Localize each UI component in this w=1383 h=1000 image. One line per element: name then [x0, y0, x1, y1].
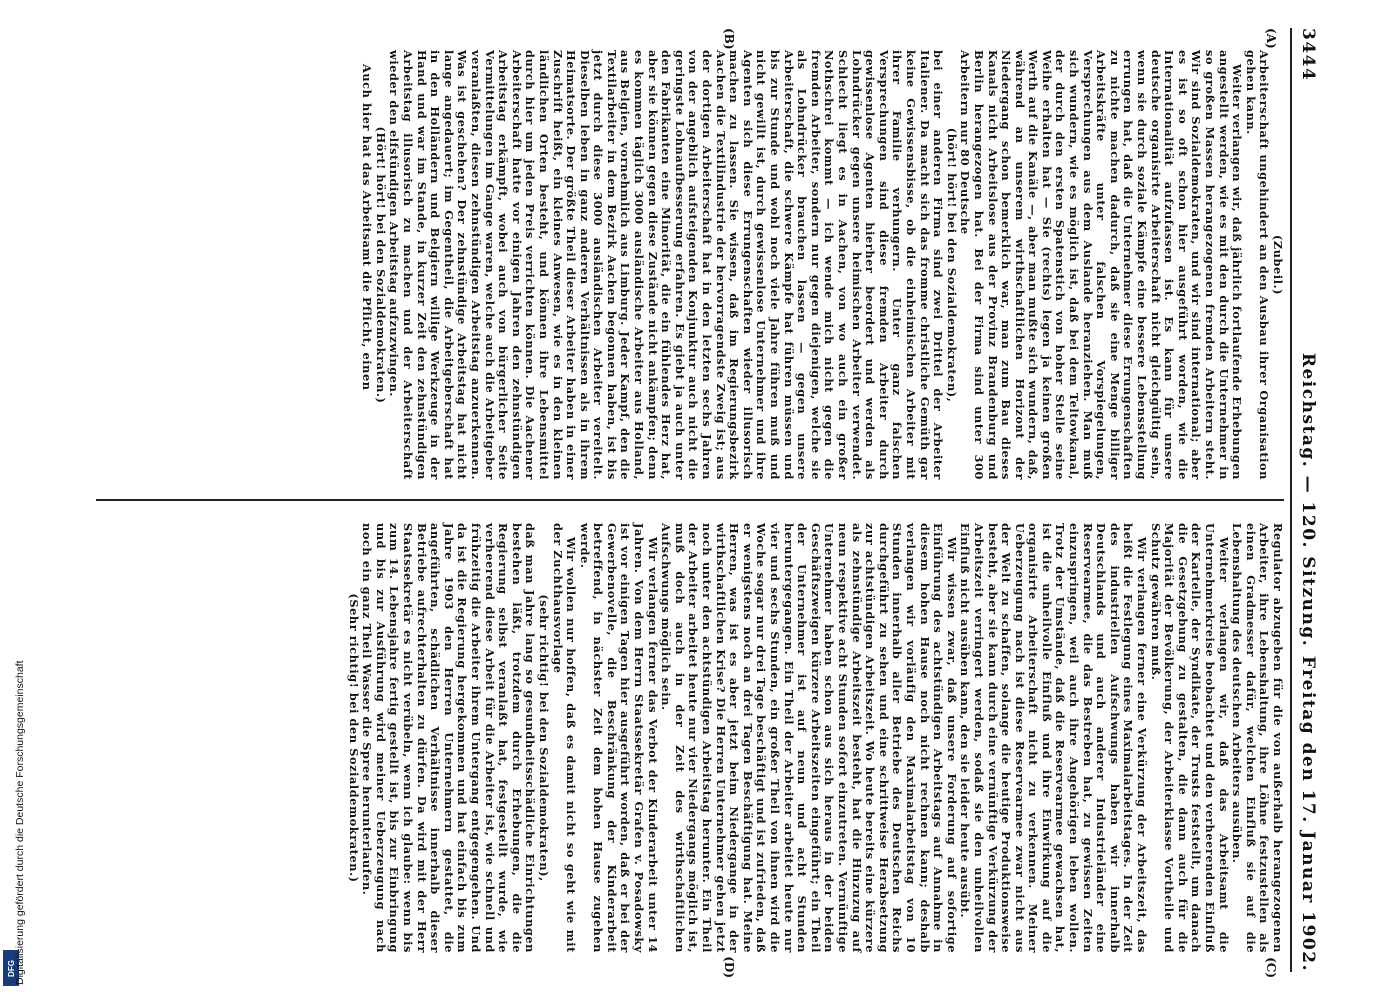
paragraph: bei einer anderen Firma sind zwei Drittel der Arbeiter Italiener. Da macht sich das fromme christliche Gemüth gar keine Gewissensbisse, ob die einheimischen Arbeiter mit ihrer Familie verhungern. Unter ganz falschen Versprechungen sind diese fremden Arbeiter durch gewissenlose Agenten hierher beordert und werden als Lohndrücker gegen unsere heimischen Arbeiter verwendet. Schlecht liegt es in Aachen, von wo auch ein großer Nothschrei kommt — ich wende mich nicht gegen die fremden Arbeiter, sondern nur gegen diejenigen, welche sie als Lohndrücker brauchen lassen — gegen unsere Arbeiterschaft, die schwere Kämpfe hat führen müssen und bis zur Stunde und wohl noch viele Jahre führen muß und nicht gewillt ist, durch gewissenlose Unternehmer und ihre Agenten sich diese Errungenschaften wieder illusorisch machen zu lassen. Sie wissen, daß im Regierungsbezirk Aachen die Textilindustrie der hervorragendste Zweig ist; aus der dortigen Arbeiterschaft hat in den letzten sechs Jahren von der angeblich aufsteigenden Konjunktur auch nicht die geringste Lohnaufbesserung erfahren. Es giebt ja auch unter den Fabrikanten eine Minorität, die ein fühlendes Herz hat, aber sie können gegen diese Zustände nicht ankämpfen; denn es kommen täglich 3000 ausländische Arbeiter aus Holland, aus Belgien, vornehmlich aus Limburg. Jeder Kampf, den die Textilarbeiter in dem Bezirk Aachen begonnen haben, ist bis jetzt durch diese 3000 ausländischen Arbeiter vereitelt. Dieselben leben in ganz anderen Verhältnissen als in ihrem Heimatsorte. Der größte Theil dieser Arbeiter haben in einer Zuschrift heißt, ein kleines Anwesen, wie es in den kleinen ländlichen Orten besteht, und können ihre Lebensmittel durch hier um jeden Preis verrichten können. Die Aachener Arbeiterschaft hatte vor einigen Jahren den zehnstündigen Arbeitstag erkämpft, wobei auch von bürgerlicher Seite Vermittelungen im Gange waren, welche auch die Arbeitgeber veranlaßten, diesen zehnstündigen Arbeitstag anzuerkennen. Was ist geschehen? Der zehnstündige Arbeitstag hat nicht lange angedauert; im Gegentheil, die Arbeitgeberschaft hat in den Holländern und Belgiern willige Werkzeuge in der Hand und war im Stande, in kurzer Zeit den zehnstündigen Arbeitstag illusorisch zu machen und der Arbeiterschaft wieder den elfstündigen Arbeitstag aufzuzwingen. [387, 50, 946, 480]
paragraph: Wir wollen nur hoffen, daß es damit nicht so geht wie mit der Zuchthausvorlage [550, 523, 579, 953]
interjection: (hört! hört! bei den Sozialdemokraten), [944, 127, 959, 403]
margin-marker-b: (B) [722, 28, 736, 50]
paragraph: Wir wissen zwar, daß unsere Forderung auf sofortige Einführung des achtstündigen Arbeitstags auf Annahme in diesem hohen Hause noch nicht rechnen kann; deshalb verlangen wir vorläufig den Maximalarbeitstag von 10 Stunden innerhalb aller Betriebe des Deutschen Reichs durchgeführt zu sehen und eine schrittweise Herabsetzung zur achtstündigen Arbeitszeit. Wo heute bereits eine kürzere als zehnstündige Arbeitszeit besteht, hat die Hinzuzug auf neun respektive acht Stunden sofort einzutreten. Vernünftige Unternehmer haben schon aus sich heraus in der beiden Geschäftszweigen kürzere Arbeitszeiten eingeführt; ein Theil der Unternehmer ist auf neun und acht Stunden heruntergegangen. Ein Theil der Arbeiter arbeitet heute nur vier und sechs Stunden, ein großer Theil von ihnen wird die Woche sogar nur drei Tage beschäftigt und ist zufrieden, daß er wenigstens noch an drei Tagen Beschäftigung hat. Meine Herren, was ist es aber jetzt beim Niedergange in der wirthschaftlichen Krise? Die Herren Unternehmer gehen jetzt noch unter den achtstündigen Arbeitstag herunter. Ein Theil der Arbeiter arbeitet heute nur vier Niedergangs möglich ist, muß doch auch in der Zeit des wirthschaftlichen Aufschwungs möglich sein. [659, 523, 959, 953]
column-divider [96, 499, 1284, 501]
page-number: 3444 [1298, 28, 1318, 82]
paragraph: Regulator abzugeben für die von außerhalb herangezogenen Arbeiter, ihre Lebenshaltung, ihre Löhne festzustellen als einen Gradmesser dafür, welchen Einfluß sie auf die Lebenshaltung des deutschen Arbeiters ausüben. [1230, 523, 1285, 953]
speaker-name: (Zubeil.) [1271, 234, 1285, 296]
dfg-credit-text: Digitalisierung gefördert durch die Deutsche Forschungsgemeinschaft [14, 660, 26, 985]
left-text-column [360, 50, 1284, 480]
paragraph: Wir verlangen ferner eine Verkürzung der Arbeitszeit, das heißt die Festlegung eines Maximalarbeitstages. In der Zeit des industriellen Aufschwungs haben wir innerhalb Deutschlands und auch anderer Industrieländer eine Reservearmee, die das Bestreben hat, zu gewissen Zeiten einzuspringen, weil auch ihre Angehörigen leben wollen. Trotz der Umstände, daß die Reservearmee gewachsen hat, ist die unheilvolle Einfluß und ihre Einwirkung auf die organisirte Arbeiterschaft nicht zu verkennen. Meiner Ueberzeugung nach ist diese Reservearmee zwar nicht aus der Welt zu schaffen, solange die heutige Produktionsweise besteht, aber sie kann durch eine vernünftige Verkürzung der Arbeitszeit verringert werden, sodaß sie den unheilvollen Einfluß nicht ausüben kann, den sie leider heute ausübt. [958, 523, 1150, 953]
dfg-logo-text: DFG [6, 959, 16, 977]
dfg-footer [0, 0, 26, 1000]
margin-marker-c: (C) [1264, 957, 1278, 978]
paragraph: Auch hier hat das Arbeitsamt die Pflicht, einen [360, 64, 375, 391]
paragraph: Arbeiterschaft ungehindert an den Ausbau ihrer Organisation gehen kann. [1243, 50, 1272, 480]
page-header [1290, 28, 1318, 972]
paragraph: Wir verlangen ferner das Verbot der Kinderarbeit unter 14 Jahren. Von dem Herrn Staatssekretär Grafen v. Posadowsky ist vor einigen Tagen hier ausgeführt worden, daß er bei der Gewerbenovelle, die Beschränkung der Kinderarbeit betreffend, in nächster Zeit dem hohen Hause zugehen werde. [577, 523, 660, 953]
header-rule [1290, 28, 1292, 972]
interjection: (Sehr richtig! bei den Sozialdemokraten.) [346, 593, 361, 883]
interjection: (sehr richtig! bei den Sozialdemokraten), [536, 594, 551, 882]
paragraph: Weiter verlangen wir, daß das Arbeitsamt die Unternehmerkreise beobachtet und den verheerenden Einfluß der Kartelle, der Syndikate, der Trusts feststellt, um danach die Gesetzgebung zu gestalten, die dann auch für die Majorität der Bevölkerung, der Arbeiterklasse Vortheile und Schutz gewähren muß. [1148, 523, 1231, 953]
paragraph: daß man Jahre lang so gesundheitsschädliche Einrichtungen bestehen läßt, trotzdem durch Erhebungen, die die Regierung selbst veranlaßt hat, festgestellt wurde, wie verheerend diese Arbeit für die Arbeiter ist, wie schnell und frühzeitig die Arbeiter ihrem Untergang entgegengehen. Und da ist die Regierung hergekommen und hat einfach bis zum Jahre 1903 den Herren Unternehmern gestattet, die angeführten, schädlichen Verhältnisse innerhalb dieser Betriebe aufrechterhalten zu dürfen. Da wird mit der Herr Staatssekretär es nicht verübeln, wenn ich glaube: wenn bis zum 14. Lebensjahre fertig gestellt ist, bis zur Einbringung und bis zur Ausführung wird meiner Ueberzeugung nach noch ein ganz Theil Wasser die Spree herunterlaufen. [360, 523, 538, 953]
interjection: (Hört! hört! bei den Sozialdemokraten.) [373, 126, 388, 404]
margin-marker-a: (A) [1264, 28, 1278, 49]
right-text-column [346, 523, 1284, 953]
session-date: Freitag den 17. Januar 1902. [1298, 655, 1318, 972]
running-title: Reichstag. — 120. Sitzung. [1298, 352, 1318, 648]
paragraph: Weiter verlangen wir, daß jährlich fortlaufende Erhebungen angestellt werden, wie es mit den durch die Unternehmer in so großen Massen herangezogenen fremden Arbeitern steht. Wir sind Sozialdemokraten, und wir sind international; aber es ist so oft schon hier ausgeführt worden, wie die Internationalität aufzufassen ist. Es kann für unsere deutsche organisirte Arbeiterschaft nicht gleichgültig sein, wenn sie durch soziale Kämpfe eine bessere Lebensstellung errungen hat, daß die Unternehmer diese Errungenschaften zu nichte machen dadurch, daß sie eine Menge billiger Arbeitskräfte unter falschen Vorspiegelungen, Versprechungen aus dem Auslande heranziehen. Man muß sich wundern, wie es möglich ist, daß bei dem Teltowkanal, der durch den ersten Spatenstich von hoher Stelle seine Weihe erhalten hat — Sie (rechts) legen ja keinen großen Werth auf die Kanäle —, aber man mußte sich wundern, daß, während an unserem wirthschaftlichen Horizont der Niedergang schon bemerklich war, man zum Bau dieses Kanals nicht Arbeitslose aus der Provinz Brandenburg und Berlin herangezogen hat. Bei der Firma sind unter 300 Arbeitern nur 80 Deutsche [958, 50, 1245, 480]
margin-marker-d: (D) [722, 956, 736, 978]
